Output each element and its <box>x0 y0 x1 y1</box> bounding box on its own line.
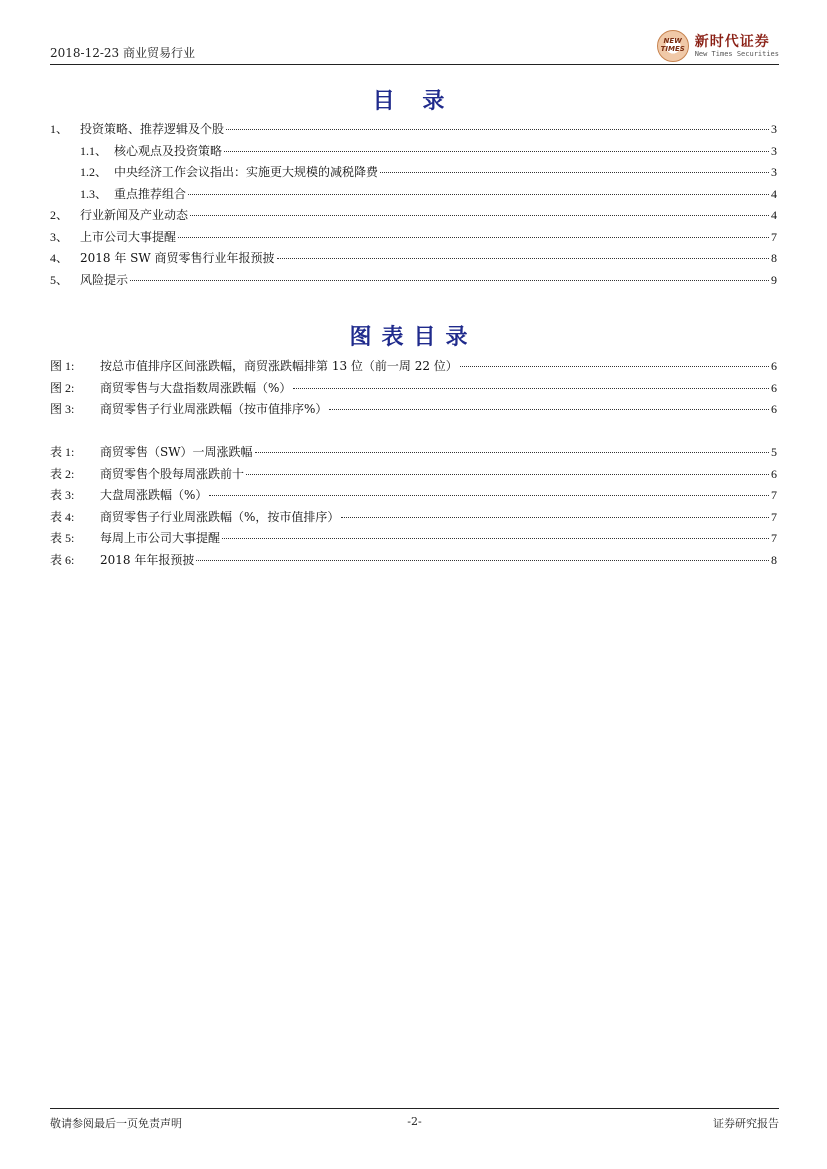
toc-leader-dots <box>246 474 769 475</box>
toc-subitem[interactable] <box>50 142 777 164</box>
table-index-number: 表 1: <box>50 445 75 459</box>
chart-index-label: 商贸零售与大盘指数周涨跌幅（%） <box>100 380 292 395</box>
table-index-label: 商贸零售（SW）一周涨跌幅 <box>100 445 253 459</box>
table-index-item[interactable] <box>50 486 777 508</box>
toc-leader-dots <box>460 366 769 367</box>
toc-item-number: 3、 <box>50 229 69 244</box>
toc-leader-dots <box>190 215 769 216</box>
table-index-item[interactable] <box>50 508 777 530</box>
table-index-page: 7 <box>771 488 777 502</box>
page-header <box>50 28 779 65</box>
table-index-item[interactable] <box>50 551 777 573</box>
figures-index-title: 图表目录 <box>349 325 478 350</box>
table-index-number: 表 6: <box>50 552 75 567</box>
table-index-item[interactable] <box>50 443 777 465</box>
toc-item[interactable] <box>50 228 777 250</box>
table-index-page: 7 <box>771 509 777 524</box>
toc-leader-dots <box>341 517 769 518</box>
chart-index-label: 按总市值排序区间涨跌幅，商贸涨跌幅排第 13 位（前一周 22 位） <box>100 359 458 373</box>
table-index-page: 7 <box>771 531 777 545</box>
toc-item-label: 重点推荐组合 <box>114 186 187 201</box>
toc-leader-dots <box>329 409 769 410</box>
logo-chinese-name: 新时代证券 <box>694 33 770 50</box>
toc-item-number: 5、 <box>50 272 69 287</box>
toc-item-page: 4 <box>771 186 777 201</box>
toc-item-page: 3 <box>771 143 777 158</box>
toc-item[interactable] <box>50 120 777 142</box>
toc-leader-dots <box>196 560 769 561</box>
table-index-page: 5 <box>771 445 777 459</box>
table-index-number: 表 2: <box>50 466 75 481</box>
toc-item-number: 1.1、 <box>80 143 108 158</box>
toc-leader-dots <box>178 237 769 238</box>
toc-item-number: 1.2、 <box>80 165 108 179</box>
toc-item-label: 上市公司大事提醒 <box>80 229 177 244</box>
toc-item-label: 2018 年 SW 商贸零售行业年报预披 <box>80 251 275 265</box>
chart-index-item[interactable] <box>50 379 777 401</box>
chart-index-item[interactable] <box>50 400 777 422</box>
toc-item-label: 投资策略、推荐逻辑及个股 <box>80 122 225 136</box>
toc-item-number: 4、 <box>50 251 69 265</box>
toc-item-page: 3 <box>771 122 777 136</box>
toc-leader-dots <box>380 172 769 173</box>
toc-item-label: 核心观点及投资策略 <box>114 143 223 158</box>
table-index-item[interactable] <box>50 529 777 551</box>
header-date-industry: 2018-12-23 商业贸易行业 <box>50 46 196 60</box>
chart-index <box>50 357 777 422</box>
toc-subitem[interactable] <box>50 163 777 185</box>
toc-leader-dots <box>130 280 769 281</box>
toc-item-page: 8 <box>771 251 777 265</box>
footer-report-type: 证券研究报告 <box>713 1117 779 1130</box>
toc-item-number: 1、 <box>50 122 69 136</box>
page-footer <box>50 1108 779 1133</box>
toc-item-label: 行业新闻及产业动态 <box>80 208 189 222</box>
logo-english-name: New Times Securities <box>694 49 779 58</box>
toc-leader-dots <box>293 388 769 389</box>
table-index-label: 商贸零售子行业周涨跌幅（%，按市值排序） <box>100 509 340 524</box>
toc-leader-dots <box>188 194 769 195</box>
table-index-label: 商贸零售个股每周涨跌前十 <box>100 466 245 481</box>
toc-item-number: 2、 <box>50 208 69 222</box>
toc-item-page: 7 <box>771 229 777 244</box>
company-logo <box>657 30 779 62</box>
toc-leader-dots <box>222 538 769 539</box>
logo-mark-text: NEW TIMES <box>660 37 685 53</box>
table-index-page: 8 <box>771 552 777 567</box>
toc-item[interactable] <box>50 206 777 228</box>
chart-index-item[interactable] <box>50 357 777 379</box>
chart-index-number: 图 2: <box>50 380 75 395</box>
table-index-number: 表 3: <box>50 488 75 502</box>
toc-item-page: 4 <box>771 208 777 222</box>
table-of-contents <box>50 120 777 292</box>
table-index-number: 表 4: <box>50 509 75 524</box>
toc-leader-dots <box>226 129 769 130</box>
chart-index-label: 商贸零售子行业周涨跌幅（按市值排序%） <box>100 402 328 416</box>
toc-leader-dots <box>224 151 769 152</box>
toc-leader-dots <box>209 495 769 496</box>
chart-index-number: 图 1: <box>50 359 75 373</box>
table-index-label: 大盘周涨跌幅（%） <box>100 488 208 502</box>
chart-index-page: 6 <box>771 359 777 373</box>
toc-leader-dots <box>255 452 769 453</box>
chart-index-page: 6 <box>771 380 777 395</box>
footer-disclaimer: 敬请参阅最后一页免责声明 <box>50 1117 182 1130</box>
table-index-number: 表 5: <box>50 531 75 545</box>
toc-item-label: 中央经济工作会议指出：实施更大规模的减税降费 <box>114 165 379 179</box>
table-index-label: 每周上市公司大事提醒 <box>100 531 221 545</box>
chart-index-page: 6 <box>771 402 777 416</box>
toc-item-page: 3 <box>771 165 777 179</box>
chart-index-number: 图 3: <box>50 402 75 416</box>
logo-emblem-icon <box>657 30 689 62</box>
toc-title: 目 录 <box>372 89 455 114</box>
footer-page-number: -2- <box>407 1115 422 1128</box>
toc-item[interactable] <box>50 249 777 271</box>
table-index-label: 2018 年年报预披 <box>100 552 195 567</box>
table-index-page: 6 <box>771 466 777 481</box>
toc-subitem[interactable] <box>50 185 777 207</box>
toc-item[interactable] <box>50 271 777 293</box>
table-index-item[interactable] <box>50 465 777 487</box>
table-index <box>50 443 777 572</box>
toc-item-number: 1.3、 <box>80 186 108 201</box>
toc-item-page: 9 <box>771 272 777 287</box>
toc-item-label: 风险提示 <box>80 272 129 287</box>
toc-leader-dots <box>277 258 769 259</box>
